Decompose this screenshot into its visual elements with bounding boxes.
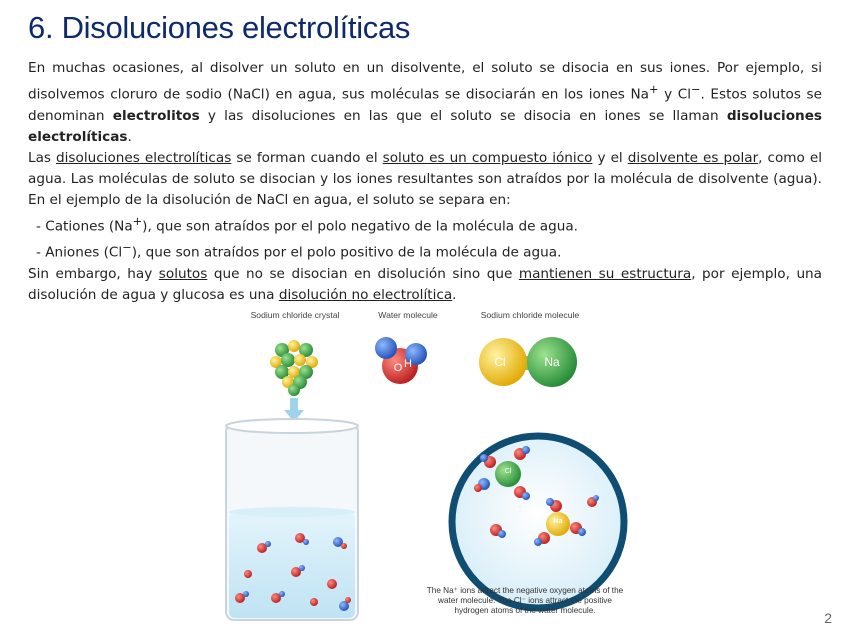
bullet-aniones: - Aniones (Cl−), que son atraídos por el polo positivo de la molécula de agua. — [36, 240, 562, 261]
atom-label-o: O — [393, 362, 403, 374]
atom-label-na-small: Na — [553, 518, 563, 525]
atom-label-cl: Cl — [494, 355, 506, 369]
illustration-svg — [220, 302, 640, 632]
atom-label-h: H — [404, 358, 412, 370]
atom-label-na: Na — [544, 355, 560, 369]
magnified-view — [452, 436, 624, 608]
main-text — [28, 58, 822, 306]
dissolution-illustration — [220, 302, 640, 632]
page-number: 2 — [824, 610, 832, 626]
label-nacl-molecule: Sodium chloride molecule — [480, 310, 580, 320]
page-title: 6. Disoluciones electrolíticas — [28, 10, 411, 45]
figure-caption: The Na⁺ ions attract the negative oxygen atoms of the water molecule. The Cl⁻ ions attract the positive hydrogen atoms of the water molecule. — [426, 586, 624, 615]
paragraph-2: Las disoluciones electrolíticas se forman cuando el soluto es un compuesto iónico y el disolvente es polar, como el agua. Las moléculas de soluto se disocian y los iones resultantes son atraídos por la molécula de disolvente (agua). En el ejemplo de la disolución de NaCl en agua, el soluto se separa en: — [28, 149, 823, 208]
crystal-icon — [270, 340, 318, 396]
beaker-icon — [226, 419, 358, 620]
atom-label-cl-small: Cl — [504, 468, 512, 475]
label-crystal: Sodium chloride crystal — [250, 310, 340, 320]
label-water-molecule: Water molecule — [378, 310, 438, 320]
term-disoluciones-electroliticas: disoluciones electrolíticas — [28, 107, 823, 145]
paragraph-1: En muchas ocasiones, al disolver un soluto en un disolvente, el soluto se disocia en sus iones. Por ejemplo, si disolvemos cloruro de sodio (NaCl) en agua, sus moléculas se disociarán en los iones Na+ y Cl−. Estos solutos se denominan electrolitos y las disoluciones en las que el soluto se disocia en iones se llaman disoluciones electrolíticas. — [28, 60, 823, 145]
paragraph-3: Sin embargo, hay solutos que no se disocian en disolución sino que mantienen su estructura, por ejemplo, una disolución de agua y glucosa es una disolución no electrolítica. — [28, 265, 823, 303]
bullet-cationes: - Cationes (Na+), que son atraídos por el polo negativo de la molécula de agua. — [36, 213, 578, 235]
term-electrolitos: electrolitos — [112, 107, 200, 124]
